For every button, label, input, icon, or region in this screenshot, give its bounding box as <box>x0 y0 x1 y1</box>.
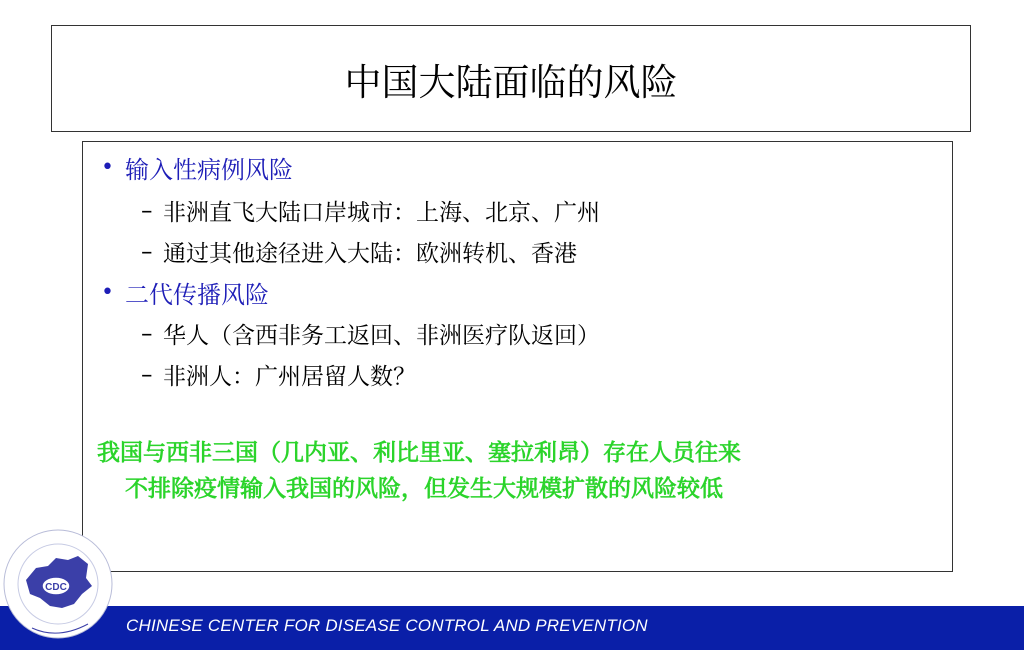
note-line-2: 不排除疫情输入我国的风险，但发生大规模扩散的风险较低 <box>125 476 723 502</box>
sub-item <box>141 358 416 391</box>
sub-dash: – <box>141 238 153 265</box>
slide-title: 中国大陆面临的风险 <box>344 60 678 104</box>
bullet-text: 输入性病例风险 <box>125 156 293 184</box>
footer-org-name: CHINESE CENTER FOR DISEASE CONTROL AND PREVENTION <box>126 616 648 635</box>
sub-text: 华人（含西非务工返回、非洲医疗队返回） <box>163 323 600 349</box>
note-line-1: 我国与西非三国（几内亚、利比里亚、塞拉利昂）存在人员往来 <box>97 440 741 466</box>
sub-dash: – <box>141 320 153 347</box>
sub-item <box>141 317 600 350</box>
title-box <box>51 25 971 132</box>
sub-item <box>141 235 577 268</box>
sub-item <box>141 194 600 227</box>
bullet-marker: • <box>101 280 114 305</box>
sub-dash: – <box>141 361 153 388</box>
sub-dash: – <box>141 197 153 224</box>
cdc-logo-icon <box>2 528 114 640</box>
logo-text: CDC <box>45 582 67 593</box>
bullet-import-risk <box>101 150 293 185</box>
sub-text: 非洲直飞大陆口岸城市：上海、北京、广州 <box>163 200 600 226</box>
sub-text: 非洲人：广州居留人数？ <box>163 364 416 390</box>
bullet-marker: • <box>101 155 114 180</box>
content-box <box>82 141 953 572</box>
bullet-text: 二代传播风险 <box>125 281 269 309</box>
sub-text: 通过其他途径进入大陆：欧洲转机、香港 <box>163 241 577 267</box>
bullet-secondary-risk <box>101 275 269 310</box>
